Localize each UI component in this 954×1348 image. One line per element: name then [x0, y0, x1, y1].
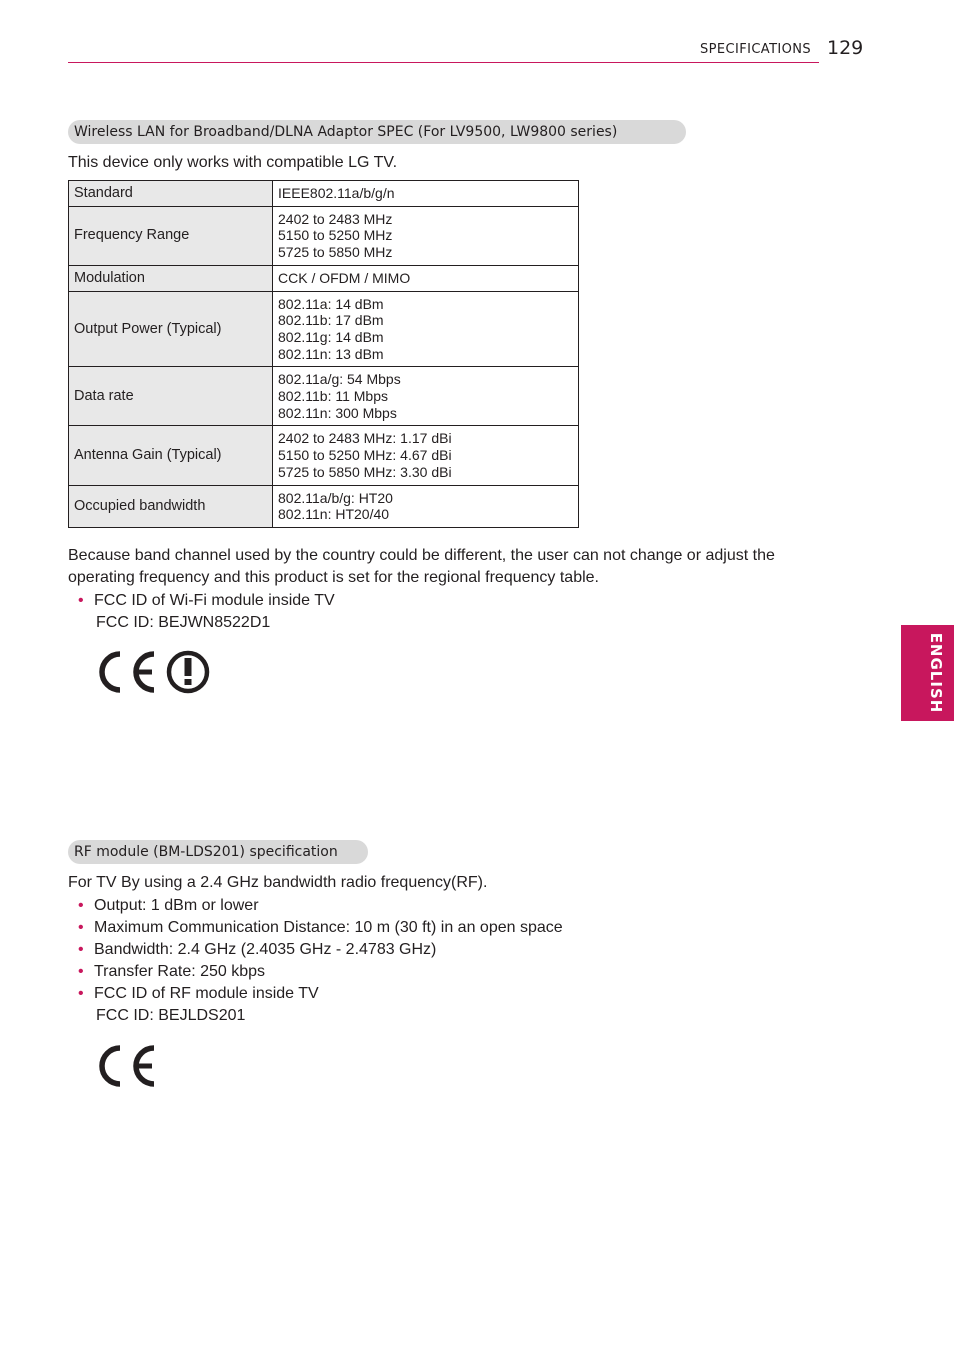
spec-value-line: 2402 to 2483 MHz: [278, 210, 393, 227]
ce-alert-mark-icon: [96, 648, 212, 701]
list-item: [76, 590, 335, 634]
spec-label: Occupied bandwidth: [69, 485, 273, 527]
list-item-text: Bandwidth: 2.4 GHz (2.4035 GHz - 2.4783 GHz): [94, 941, 437, 958]
spec-label: Frequency Range: [69, 206, 273, 265]
list-item: [76, 983, 563, 1027]
spec-value-line: IEEE802.11a/b/g/n: [278, 185, 395, 201]
spec-value-line: 802.11b: 11 Mbps: [278, 388, 389, 405]
band-channel-note: Because band channel used by the country could be different, the user can not change or adjust the operating frequency and this product is set for the regional frequency table.: [68, 547, 775, 586]
list-item: [76, 895, 563, 917]
spec-value-line: CCK / OFDM / MIMO: [278, 269, 411, 286]
spec-value: [273, 367, 579, 426]
spec-label: Data rate: [69, 367, 273, 426]
table-row: [69, 265, 579, 291]
table-row: [69, 181, 579, 207]
spec-value-line: 802.11n: 13 dBm: [278, 345, 384, 362]
list-item-text: FCC ID of RF module inside TV: [94, 985, 319, 1002]
list-item: [76, 939, 563, 961]
spec-value-line: 802.11n: HT20/40: [278, 506, 390, 523]
fcc-id-rf: FCC ID: BEJLDS201: [96, 1007, 246, 1024]
spec-value-line: 802.11a: 14 dBm: [278, 295, 384, 312]
spec-value-line: 5150 to 5250 MHz: [278, 227, 393, 244]
spec-value-line: 5725 to 5850 MHz: [278, 244, 393, 261]
wifi-fcc-list: [76, 590, 335, 634]
spec-value-line: 5725 to 5850 MHz: 3.30 dBi: [278, 463, 452, 480]
spec-value-line: 5150 to 5250 MHz: 4.67 dBi: [278, 447, 452, 464]
spec-value: [273, 206, 579, 265]
spec-value: [273, 426, 579, 485]
fcc-id-wifi: FCC ID: BEJWN8522D1: [96, 614, 271, 631]
spec-value: [273, 181, 579, 207]
section-heading-rf: RF module (BM-LDS201) specification: [68, 840, 368, 864]
header-divider: [68, 62, 819, 63]
spec-value-line: 802.11b: 17 dBm: [278, 312, 384, 329]
bullet-icon: •: [78, 592, 84, 609]
table-row: [69, 206, 579, 265]
table-row: [69, 485, 579, 527]
spec-label: Output Power (Typical): [69, 291, 273, 367]
bullet-icon: •: [78, 963, 84, 980]
rf-spec-list: [76, 895, 563, 1027]
list-item-text: FCC ID of Wi-Fi module inside TV: [94, 592, 335, 609]
section-heading-wireless: Wireless LAN for Broadband/DLNA Adaptor SPEC (For LV9500, LW9800 series): [68, 120, 686, 144]
spec-value-line: 2402 to 2483 MHz: 1.17 dBi: [278, 430, 452, 447]
spec-value-line: 802.11g: 14 dBm: [278, 328, 384, 345]
bullet-icon: •: [78, 897, 84, 914]
bullet-icon: •: [78, 941, 84, 958]
spec-value-line: 802.11n: 300 Mbps: [278, 404, 397, 421]
list-item: [76, 917, 563, 939]
list-item-text: Output: 1 dBm or lower: [94, 897, 259, 914]
table-row: [69, 426, 579, 485]
list-item-text: Maximum Communication Distance: 10 m (30 ft) in an open space: [94, 919, 563, 936]
list-item: [76, 961, 563, 983]
spec-label: Standard: [69, 181, 273, 207]
spec-value-line: 802.11a/g: 54 Mbps: [278, 371, 401, 388]
table-row: [69, 291, 579, 367]
rf-intro: For TV By using a 2.4 GHz bandwidth radio frequency(RF).: [68, 874, 488, 891]
bullet-icon: •: [78, 985, 84, 1002]
running-header: SPECIFICATIONS: [700, 42, 812, 57]
spec-value: [273, 485, 579, 527]
ce-mark-icon: [96, 1042, 162, 1095]
spec-label: Antenna Gain (Typical): [69, 426, 273, 485]
language-tab: [901, 625, 954, 721]
spec-label: Modulation: [69, 265, 273, 291]
list-item-text: Transfer Rate: 250 kbps: [94, 963, 266, 980]
table-row: [69, 367, 579, 426]
bullet-icon: •: [78, 919, 84, 936]
language-tab-label: ENGLISH: [927, 632, 945, 714]
page-number: 129: [827, 37, 864, 59]
spec-value-line: 802.11a/b/g: HT20: [278, 489, 393, 506]
wireless-intro: This device only works with compatible LG TV.: [68, 154, 398, 171]
spec-value: [273, 291, 579, 367]
spec-value: [273, 265, 579, 291]
wireless-spec-table: [68, 180, 579, 528]
